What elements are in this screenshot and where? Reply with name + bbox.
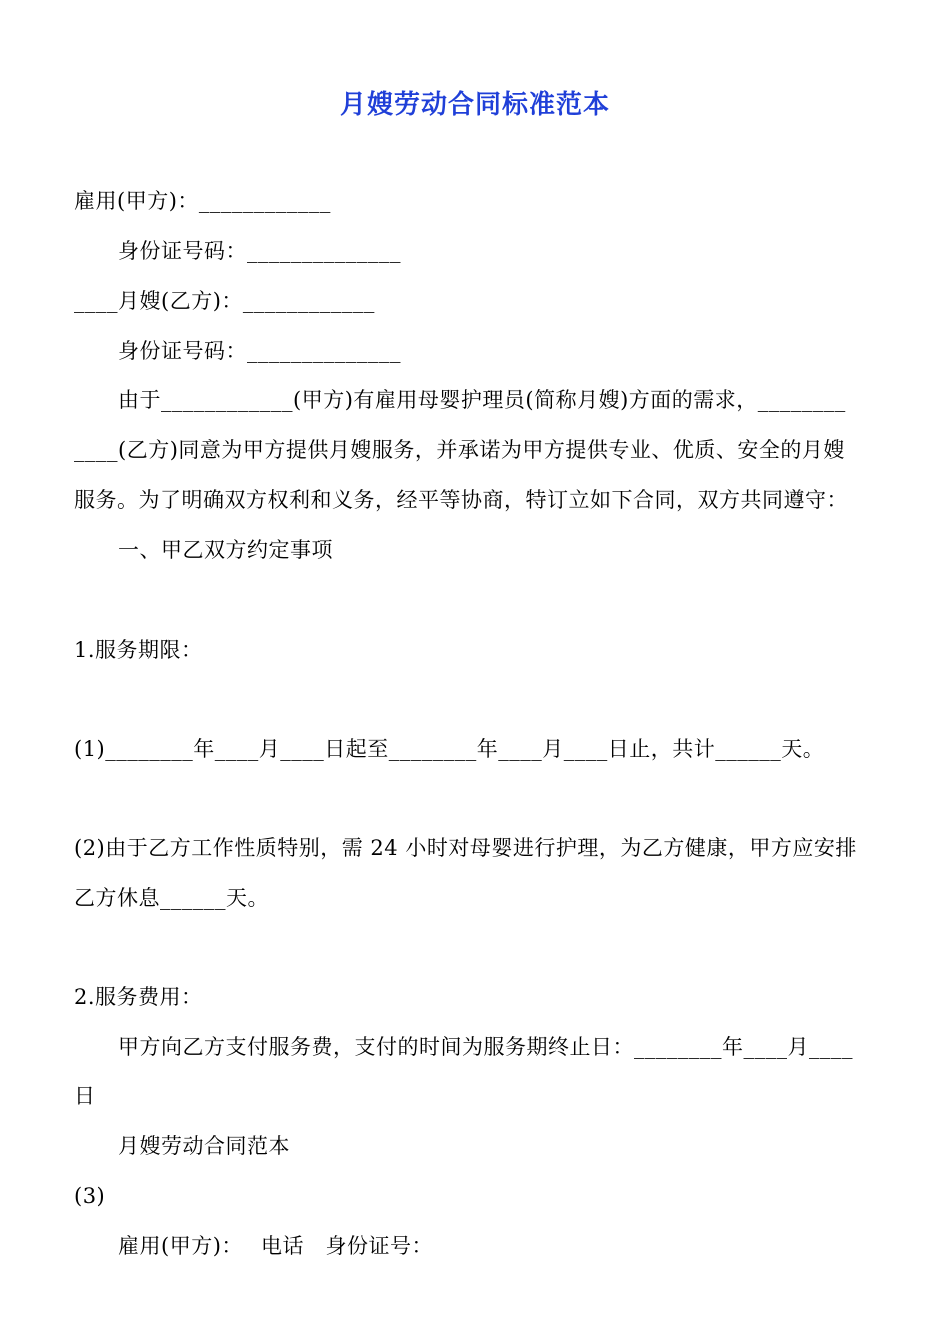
preamble-line-1: 由于____________(甲方)有雇用母婴护理员(简称月嫂)方面的需求，________ — [118, 388, 846, 412]
employer-contact-line: 雇用(甲方)： 电话 身份证号： — [118, 1234, 434, 1258]
document-title: 月嫂劳动合同标准范本 — [339, 90, 610, 120]
employer-id-line: 身份证号码：______________ — [118, 239, 401, 263]
preamble-line-3: 服务。为了明确双方权利和义务，经平等协商，特订立如下合同，双方共同遵守： — [74, 488, 848, 512]
nanny-line: ____月嫂(乙方)：____________ — [74, 289, 375, 313]
subtitle-contract: 月嫂劳动合同范本 — [118, 1134, 290, 1158]
section-heading-1: 一、甲乙双方约定事项 — [118, 538, 333, 562]
clause-rest-line-2: 乙方休息______天。 — [74, 886, 269, 910]
employer-line: 雇用(甲方)：____________ — [74, 189, 331, 213]
preamble-line-2: ____(乙方)同意为甲方提供月嫂服务，并承诺为甲方提供专业、优质、安全的月嫂 — [74, 438, 845, 462]
clause-service-period: 1.服务期限： — [74, 638, 203, 662]
clause-rest-line-1: (2)由于乙方工作性质特别，需 24 小时对母婴进行护理，为乙方健康，甲方应安排 — [74, 836, 857, 860]
fee-payment-line-1: 甲方向乙方支付服务费，支付的时间为服务期终止日：________年____月____ — [118, 1035, 853, 1059]
nanny-id-line: 身份证号码：______________ — [118, 339, 401, 363]
clause-period-dates: (1)________年____月____日起至________年____月____日止，共计______天。 — [74, 737, 825, 761]
fee-payment-line-2: 日 — [74, 1084, 96, 1108]
clause-service-fee: 2.服务费用： — [74, 985, 203, 1009]
item-3-label: (3) — [74, 1184, 106, 1208]
